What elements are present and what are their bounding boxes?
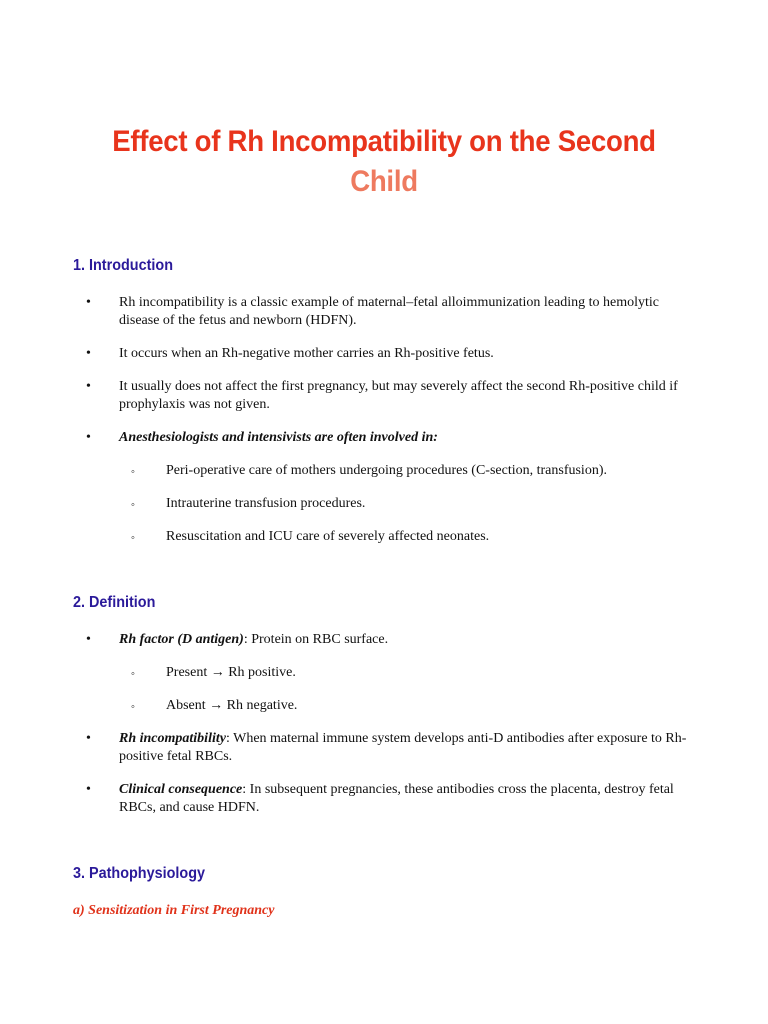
list-item-text bbox=[119, 781, 699, 817]
bullet: • bbox=[86, 632, 91, 647]
bullet: • bbox=[86, 295, 91, 310]
definition-rh-incompatibility: : When maternal immune system develops anti-D antibodies after exposure to Rh-positive fetal RBCs. bbox=[119, 731, 687, 764]
list-item-text bbox=[119, 730, 699, 766]
subsection-heading-sensitization: a) Sensitization in First Pregnancy bbox=[73, 903, 275, 918]
bullet: • bbox=[86, 782, 91, 797]
list-item-text: It occurs when an Rh-negative mother carries an Rh-positive fetus. bbox=[119, 346, 494, 361]
document-title bbox=[31, 122, 738, 202]
title-line-1: Effect of Rh Incompatibility on the Second bbox=[112, 125, 656, 159]
sub-list-item-text: Resuscitation and ICU care of severely affected neonates. bbox=[166, 529, 490, 544]
list-item-text: Anesthesiologists and intensivists are often involved in: bbox=[119, 430, 438, 445]
section-heading-introduction: 1. Introduction bbox=[73, 257, 173, 274]
sub-list-item-text: Present → Rh positive. bbox=[166, 665, 296, 680]
sub-list-item-text: Absent → Rh negative. bbox=[166, 698, 298, 713]
title-line-2: Child bbox=[350, 165, 418, 199]
bullet: • bbox=[86, 379, 91, 394]
bullet: • bbox=[86, 430, 91, 445]
list-item-text: It usually does not affect the first pregnancy, but may severely affect the second Rh-positive child if prophylaxis was not given. bbox=[119, 379, 678, 412]
section-heading-pathophysiology: 3. Pathophysiology bbox=[73, 865, 206, 882]
section-heading-definition: 2. Definition bbox=[73, 594, 156, 611]
sub-list-item-text: Peri-operative care of mothers undergoing procedures (C-section, transfusion). bbox=[166, 463, 607, 478]
list-item-text: Rh incompatibility is a classic example of maternal–fetal alloimmunization leading to hemolytic disease of the fetus and newborn (HDFN). bbox=[119, 295, 660, 328]
bullet: • bbox=[86, 731, 91, 746]
sub-bullet: ◦ bbox=[131, 532, 135, 544]
list-item-text bbox=[119, 631, 699, 649]
definition-clinical-consequence: : In subsequent pregnancies, these antibodies cross the placenta, destroy fetal RBCs, and cause HDFN. bbox=[119, 782, 674, 815]
sub-bullet: ◦ bbox=[131, 466, 135, 478]
definition-rh-factor: : Protein on RBC surface. bbox=[243, 632, 389, 647]
sub-list-item-text: Intrauterine transfusion procedures. bbox=[166, 496, 366, 511]
term-rh-factor: Rh factor (D antigen) bbox=[119, 632, 244, 647]
term-clinical-consequence: Clinical consequence bbox=[119, 782, 243, 797]
sub-bullet: ◦ bbox=[131, 701, 135, 713]
sub-bullet: ◦ bbox=[131, 499, 135, 511]
sub-bullet: ◦ bbox=[131, 668, 135, 680]
bullet: • bbox=[86, 346, 91, 361]
term-rh-incompatibility: Rh incompatibility bbox=[119, 731, 226, 746]
